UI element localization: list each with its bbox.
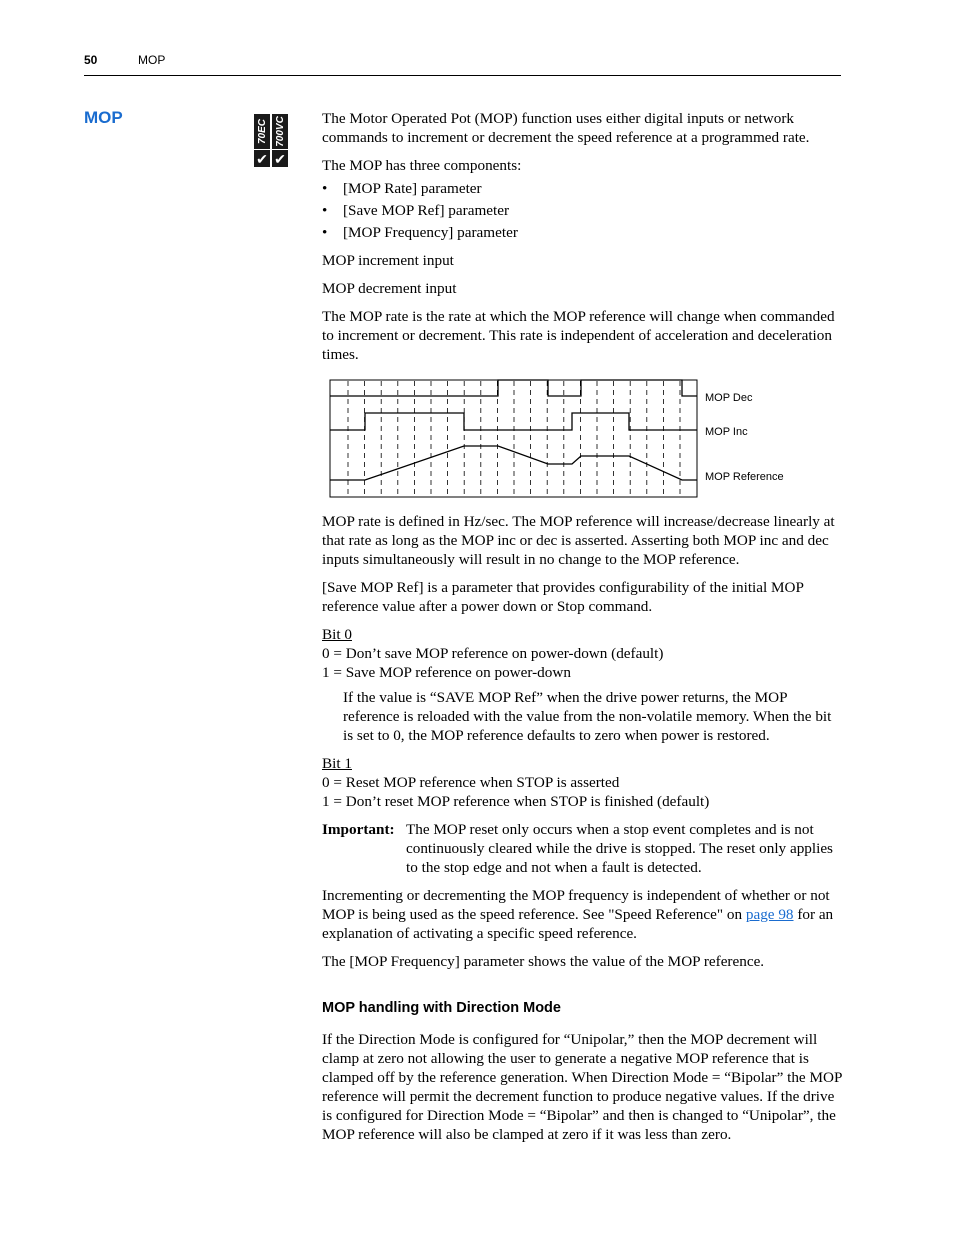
page-98-link[interactable]: page 98 [745,906,794,923]
bit0-option: 1 = Save MOP reference on power-down [322,664,571,681]
frequency-param-paragraph: The [MOP Frequency] parameter shows the value of the MOP reference. [322,953,765,970]
important-note [322,820,844,877]
timing-diagram-svg [322,373,702,498]
badge-label: 70EC [256,118,268,144]
badge-70ec [254,114,270,167]
check-icon: ✔ [254,149,270,168]
running-header: MOP [138,53,166,67]
header-rule [84,75,841,76]
bit1-block [322,754,844,811]
list-item: • [MOP Frequency] parameter [322,224,518,241]
bit0-title: Bit 0 [322,626,352,643]
mop-inc-label: MOP Inc [705,426,748,438]
important-label: Important: [322,821,395,838]
save-ref-paragraph: [Save MOP Ref] is a parameter that provides configurability of the initial MOP reference value after a power down or Stop command. [322,579,804,615]
mop-inc-trace [330,413,697,430]
mop-dec-label: MOP Dec [705,392,753,404]
list-item: • [MOP Rate] parameter [322,180,482,197]
inc-input-text: MOP increment input [322,252,454,269]
rate-units-paragraph: MOP rate is defined in Hz/sec. The MOP reference will increase/decrease linearly at that rate as long as the MOP inc or dec is asserted. Asserting both MOP inc and dec inputs simultaneously will result in no change to the MOP reference. [322,513,835,568]
components-intro: The MOP has three components: [322,157,522,174]
check-icon: ✔ [272,149,288,168]
badge-label: 700VC [274,115,286,147]
body-text [322,109,844,1153]
mop-reference-label: MOP Reference [705,471,784,483]
bit1-option: 1 = Don’t reset MOP reference when STOP is finished (default) [322,793,710,810]
rate-paragraph: The MOP rate is the rate at which the MOP reference will change when commanded to increment or decrement. This rate is independent of acceleration and deceleration times. [322,308,835,363]
bit0-note: If the value is “SAVE MOP Ref” when the drive power returns, the MOP reference is reloaded with the value from the non-volatile memory. When the bit is set to 0, the MOP reference defaults to zero when power is restored. [343,689,832,744]
intro-paragraph: The Motor Operated Pot (MOP) function uses either digital inputs or network commands to increment or decrement the speed reference at a programmed rate. [322,110,810,146]
bit1-title: Bit 1 [322,755,352,772]
dec-input-text: MOP decrement input [322,280,457,297]
bit1-option: 0 = Reset MOP reference when STOP is asserted [322,774,620,791]
section-title: MOP [84,108,123,127]
bit0-block [322,625,844,745]
frequency-paragraph: Incrementing or decrementing the MOP frequency is independent of whether or not MOP is being used as the speed reference. See "Speed Reference" on page 98 for an explanation of activating a specific speed reference. [322,887,834,942]
mop-dec-trace [330,380,697,396]
important-text: The MOP reset only occurs when a stop event completes and is not continuously cleared while the drive is stopped. The reset only applies to the stop edge and not when a fault is detected. [406,821,833,876]
subheading: MOP handling with Direction Mode [322,1000,561,1016]
timing-diagram [322,373,844,498]
badge-700vc [272,114,288,167]
page-number: 50 [84,53,98,67]
list-item: • [Save MOP Ref] parameter [322,202,510,219]
direction-paragraph: If the Direction Mode is configured for “Unipolar,” then the MOP decrement will clamp at zero not allowing the user to generate a negative MOP reference that is clamped off by the reference generation. When Direction Mode = “Bipolar” the MOP reference will permit the decrement function to produce negative values. If the drive is configured for Direction Mode = “Bipolar” and then is changed to “Unipolar”, the MOP reference will also be clamped at zero if it was less than zero. [322,1031,842,1143]
diagram-frame [330,380,697,497]
bit0-option: 0 = Don’t save MOP reference on power-down (default) [322,645,664,662]
mop-reference-trace [330,446,697,480]
